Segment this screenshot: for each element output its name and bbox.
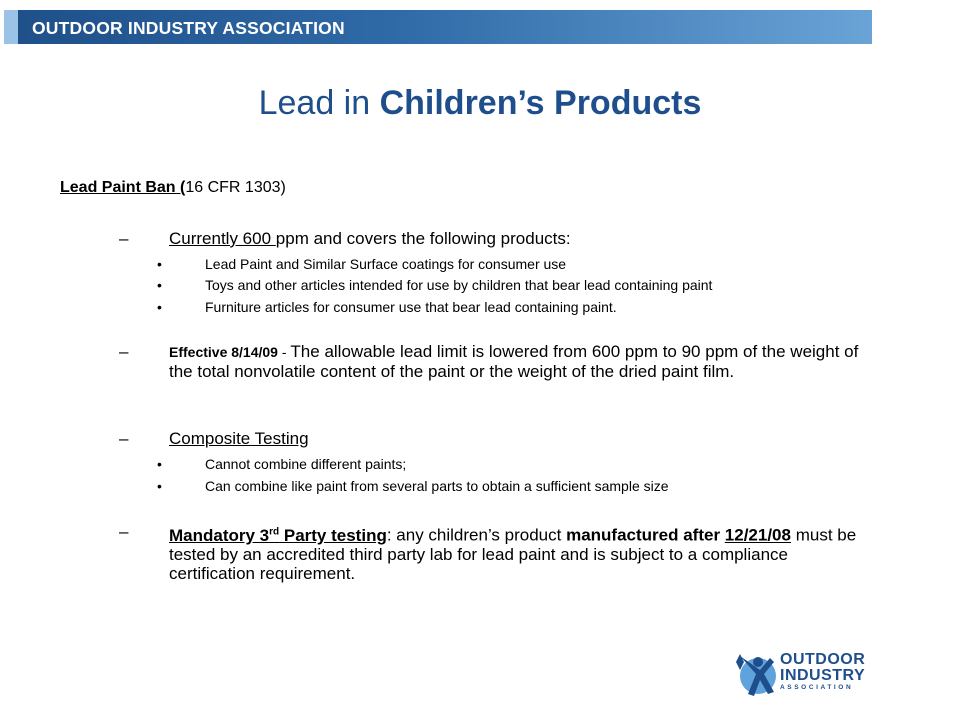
dash-marker: – <box>119 522 129 541</box>
oia-logo <box>734 648 884 700</box>
header-banner-accent <box>4 10 18 44</box>
dash-marker: – <box>119 342 129 361</box>
dash-item-text: Effective 8/14/09 - The allowable lead limit is lowered from 600 ppm to 90 ppm of the weight of the total nonvolatile content of the paint or the weight of the dried paint film. <box>169 342 859 381</box>
dash-item-text: Currently 600 ppm and covers the following products: <box>169 229 571 248</box>
oia-logo-subtext: ASSOCIATION <box>780 684 854 691</box>
dash-marker: – <box>119 429 129 448</box>
slide-title: Lead in Children’s Products <box>258 84 702 122</box>
section-heading: Lead Paint Ban (16 CFR 1303) <box>60 179 286 196</box>
dash-item-text: Composite Testing <box>169 429 309 448</box>
dash-item-text: Mandatory 3rd Party testing: any children’s product manufactured after 12/21/08 must be tested by an accredited third party lab for lead paint and is subject to a compliance certification requirement. <box>169 525 857 583</box>
oia-logo-text: OUTDOOR INDUSTRY <box>780 651 866 684</box>
oia-logo-figure-icon <box>734 648 778 700</box>
header-banner-text: OUTDOOR INDUSTRY ASSOCIATION <box>32 18 345 38</box>
dash-marker: – <box>119 229 129 248</box>
